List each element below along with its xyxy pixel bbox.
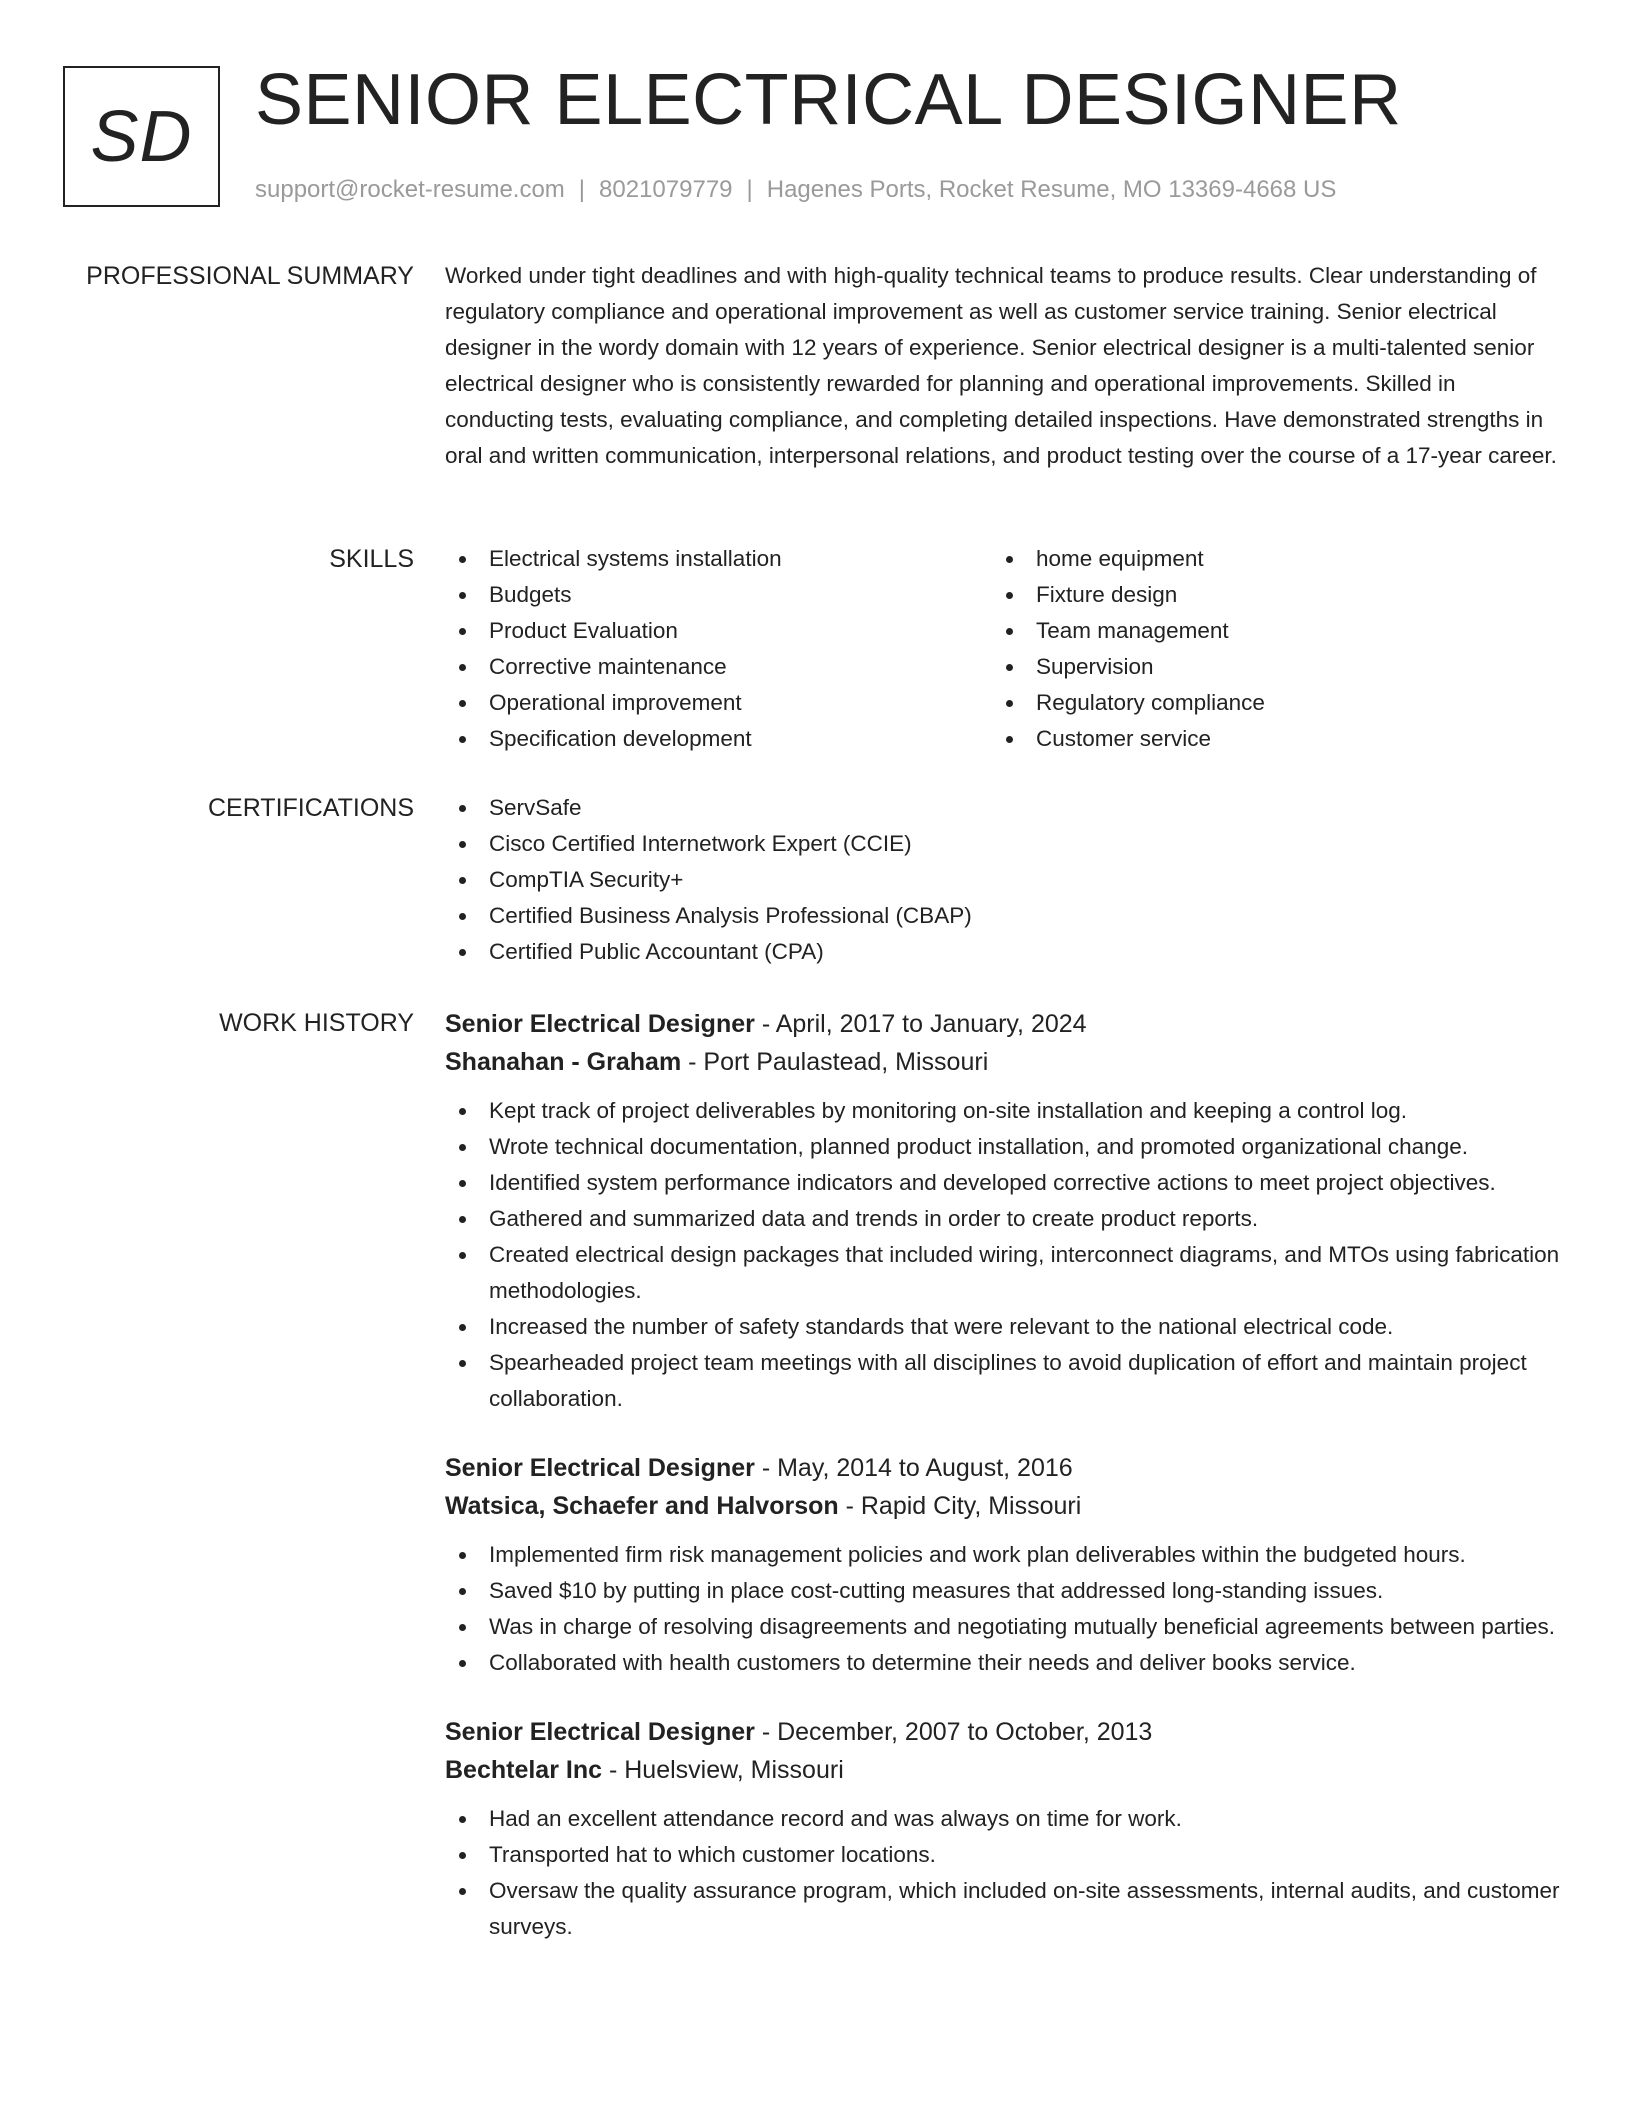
initials-monogram <box>63 66 220 207</box>
job-dates: - April, 2017 to January, 2024 <box>761 1010 1087 1038</box>
contact-separator: | <box>578 176 586 203</box>
job-bullet: Was in charge of resolving disagreements and negotiating mutually beneficial agreements between parties. <box>445 1609 1560 1645</box>
job-title: Senior Electrical Designer <box>445 1454 755 1482</box>
job-bullets <box>445 1093 1560 1417</box>
job-bullet: Identified system performance indicators and developed corrective actions to meet project objectives. <box>445 1165 1560 1201</box>
certification-item: Certified Business Analysis Professional (CBAP) <box>445 898 1560 934</box>
contact-separator: | <box>746 176 753 203</box>
certification-item: Certified Public Accountant (CPA) <box>445 934 1560 970</box>
job-bullet: Had an excellent attendance record and was always on time for work. <box>445 1801 1560 1837</box>
job-bullet: Increased the number of safety standards that were relevant to the national electrical code. <box>445 1309 1560 1345</box>
job-entry <box>445 1713 1560 1945</box>
job-dates: - May, 2014 to August, 2016 <box>761 1454 1073 1482</box>
skills-list-left <box>445 541 992 757</box>
skill-item: Regulatory compliance <box>992 685 1539 721</box>
job-bullet: Transported hat to which customer locations. <box>445 1837 1560 1873</box>
job-location: - Rapid City, Missouri <box>845 1492 1082 1520</box>
section-heading-skills: SKILLS <box>329 545 414 573</box>
skill-item: Specification development <box>445 721 992 757</box>
certifications-list <box>445 790 1560 970</box>
section-heading-summary: PROFESSIONAL SUMMARY <box>86 262 414 290</box>
job-location: - Huelsview, Missouri <box>608 1756 844 1784</box>
contact-line <box>255 174 1336 206</box>
skill-item: Fixture design <box>992 577 1539 613</box>
section-heading-work-history: WORK HISTORY <box>219 1009 414 1037</box>
job-bullet: Created electrical design packages that included wiring, interconnect diagrams, and MTOs using fabrication methodologies. <box>445 1237 1560 1309</box>
job-bullet: Oversaw the quality assurance program, which included on-site assessments, internal audits, and customer surveys. <box>445 1873 1560 1945</box>
page-title: SENIOR ELECTRICAL DESIGNER <box>255 60 1402 140</box>
job-title: Senior Electrical Designer <box>445 1010 755 1038</box>
skill-item: Team management <box>992 613 1539 649</box>
job-bullet: Saved $10 by putting in place cost-cutting measures that addressed long-standing issues. <box>445 1573 1560 1609</box>
skill-item: Operational improvement <box>445 685 992 721</box>
initials: SD <box>90 96 193 177</box>
summary-text: Worked under tight deadlines and with high-quality technical teams to produce results. Clear understanding of regulatory compliance and operational improvement as well as customer service training. Senior electrical designer in the wordy domain with 12 years of experience. Senior electrical designer is a multi-talented senior electrical designer who is consistently rewarded for planning and operational improvements. Skilled in conducting tests, evaluating compliance, and completing detailed inspections. Have demonstrated strengths in oral and written communication, interpersonal relations, and product testing over the course of a 17-year career. <box>445 263 1557 468</box>
job-title-line <box>445 1449 1560 1487</box>
contact-email[interactable]: support@rocket-resume.com <box>255 176 565 203</box>
job-bullet: Wrote technical documentation, planned product installation, and promoted organizational change. <box>445 1129 1560 1165</box>
skill-item: Supervision <box>992 649 1539 685</box>
job-title-line <box>445 1713 1560 1751</box>
skill-item: home equipment <box>992 541 1539 577</box>
section-heading-certifications: CERTIFICATIONS <box>207 794 414 822</box>
job-bullet: Gathered and summarized data and trends in order to create product reports. <box>445 1201 1560 1237</box>
certification-item: Cisco Certified Internetwork Expert (CCIE) <box>445 826 1560 862</box>
skills-list-right <box>992 541 1539 757</box>
skill-item: Product Evaluation <box>445 613 992 649</box>
job-title-line <box>445 1005 1560 1043</box>
job-company-line <box>445 1487 1560 1525</box>
job-company-line <box>445 1043 1560 1081</box>
job-bullet: Spearheaded project team meetings with all disciplines to avoid duplication of effort and maintain project collaboration. <box>445 1345 1560 1417</box>
skill-item: Corrective maintenance <box>445 649 992 685</box>
skill-item: Budgets <box>445 577 992 613</box>
job-entry <box>445 1005 1560 1417</box>
skill-item: Electrical systems installation <box>445 541 992 577</box>
job-dates: - December, 2007 to October, 2013 <box>761 1718 1153 1746</box>
contact-address: Hagenes Ports, Rocket Resume, MO 13369-4668 US <box>766 176 1337 203</box>
job-bullet: Collaborated with health customers to determine their needs and deliver books service. <box>445 1645 1560 1681</box>
job-bullet: Implemented firm risk management policies and work plan deliverables within the budgeted hours. <box>445 1537 1560 1573</box>
job-bullets <box>445 1801 1560 1945</box>
job-company: Bechtelar Inc <box>445 1756 603 1784</box>
job-company: Shanahan - Graham <box>445 1048 682 1076</box>
certification-item: ServSafe <box>445 790 1560 826</box>
job-title: Senior Electrical Designer <box>445 1718 755 1746</box>
job-company: Watsica, Schaefer and Halvorson <box>445 1492 839 1520</box>
contact-phone[interactable]: 8021079779 <box>599 176 733 203</box>
certification-item: CompTIA Security+ <box>445 862 1560 898</box>
job-entry <box>445 1449 1560 1681</box>
job-bullets <box>445 1537 1560 1681</box>
skill-item: Customer service <box>992 721 1539 757</box>
job-bullet: Kept track of project deliverables by monitoring on-site installation and keeping a control log. <box>445 1093 1560 1129</box>
job-company-line <box>445 1751 1560 1789</box>
job-location: - Port Paulastead, Missouri <box>688 1048 989 1076</box>
